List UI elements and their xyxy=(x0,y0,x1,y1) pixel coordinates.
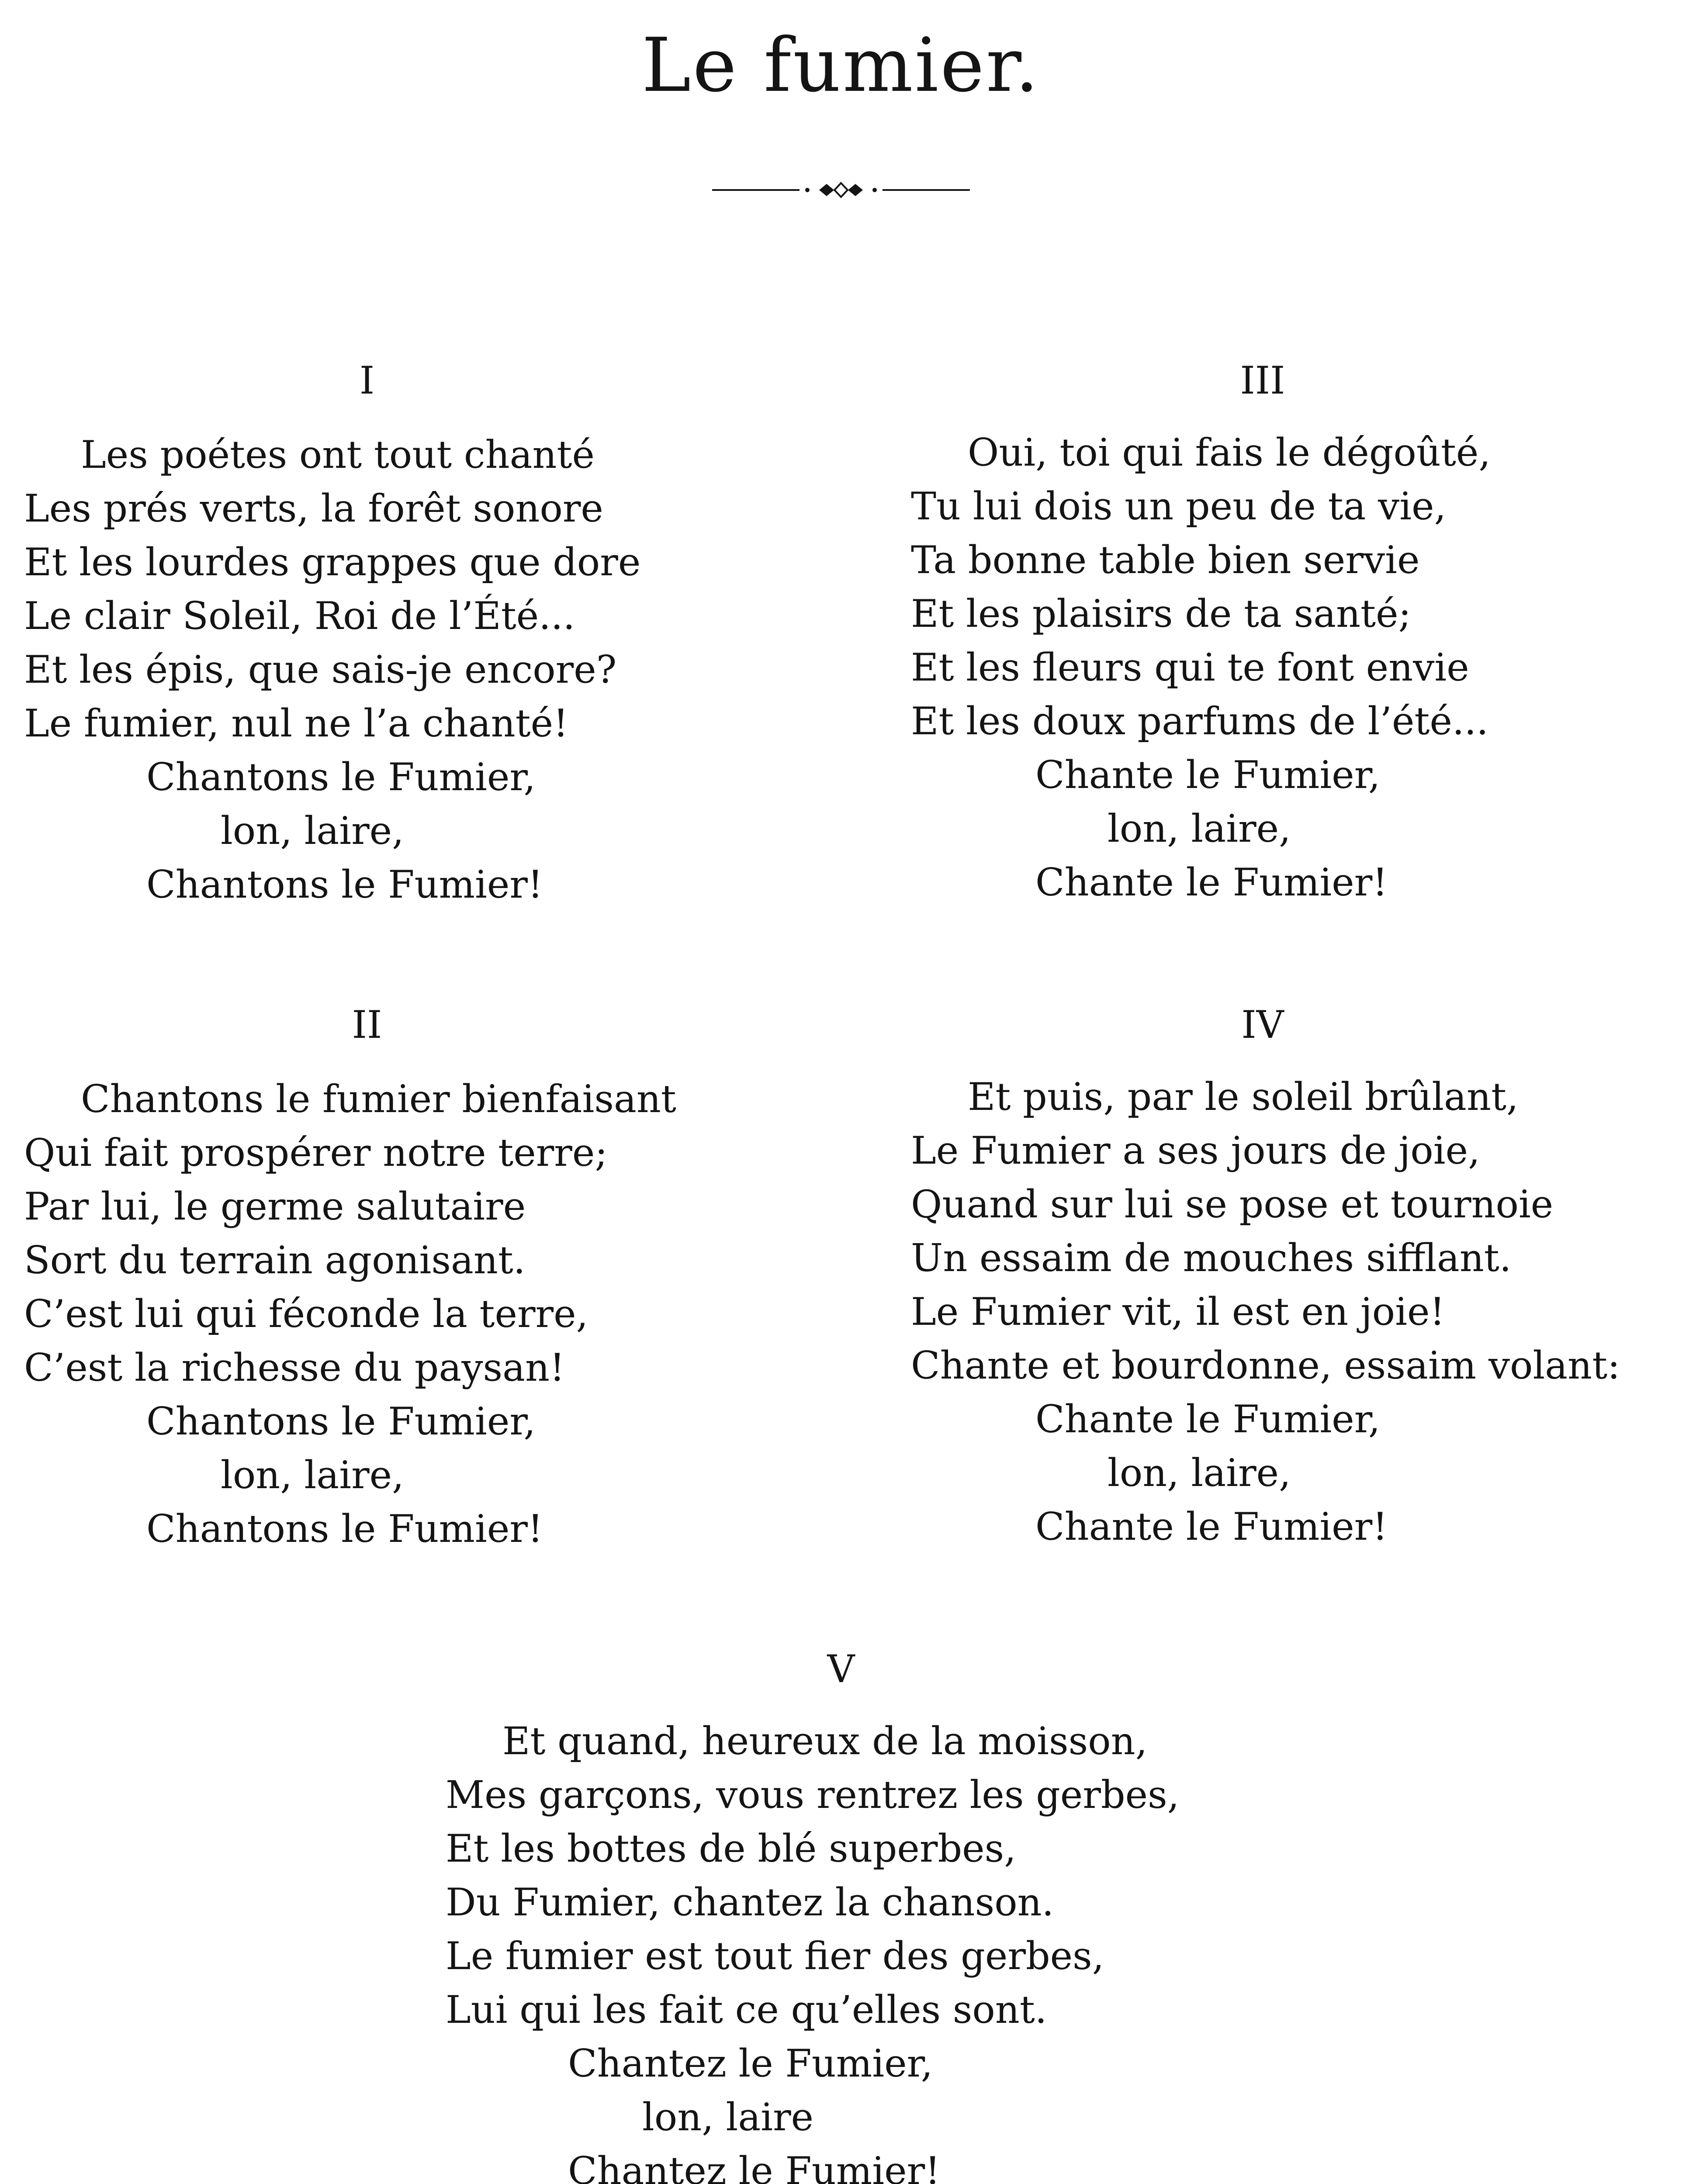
verse-line: Et puis, par le soleil brûlant, xyxy=(968,1075,1519,1119)
verse-line: Et les plaisirs de ta santé; xyxy=(911,591,1411,636)
stanza-numeral: V xyxy=(827,1647,855,1691)
verse-line: Chante et bourdonne, essaim volant: xyxy=(911,1343,1620,1388)
stanza-numeral: II xyxy=(352,1002,382,1047)
verse-line: Et les lourdes grappes que dore xyxy=(24,540,641,584)
verse-line: Sort du terrain agonisant. xyxy=(24,1238,526,1282)
verse-line: Oui, toi qui fais le dégoûté, xyxy=(968,430,1491,475)
verse-line: Chantons le fumier bienfaisant xyxy=(81,1077,676,1121)
verse-line: Et les fleurs qui te font envie xyxy=(911,645,1469,690)
verse-line: Le Fumier vit, il est en joie! xyxy=(911,1289,1445,1334)
refrain-line: Chantons le Fumier! xyxy=(146,862,543,907)
refrain-line: lon, laire, xyxy=(1107,806,1291,851)
verse-line: Le fumier, nul ne l’a chanté! xyxy=(24,701,569,746)
verse-line: Un essaim de mouches sifflant. xyxy=(911,1236,1512,1280)
refrain-line: Chantons le Fumier, xyxy=(146,755,536,799)
verse-line: Mes garçons, vous rentrez les gerbes, xyxy=(446,1773,1180,1817)
stanza-5 xyxy=(446,1714,1179,2184)
refrain-line: Chante le Fumier! xyxy=(1035,860,1388,905)
stanza-3 xyxy=(911,426,1491,909)
verse-line: C’est lui qui féconde la terre, xyxy=(24,1292,588,1336)
stanza-1 xyxy=(24,428,640,912)
refrain-line: Chantons le Fumier, xyxy=(146,1399,536,1444)
verse-line: Tu lui dois un peu de ta vie, xyxy=(911,484,1447,529)
stanza-numeral: III xyxy=(1240,358,1285,403)
page-title: Le fumier. xyxy=(641,22,1041,109)
refrain-line: Chante le Fumier, xyxy=(1035,1397,1381,1441)
refrain-line: lon, laire, xyxy=(221,809,404,853)
stanza-numeral: I xyxy=(359,358,375,403)
verse-line: Quand sur lui se pose et tournoie xyxy=(911,1182,1554,1227)
verse-line: Et les doux parfums de l’été... xyxy=(911,699,1488,743)
refrain-line: Chantez le Fumier! xyxy=(568,2149,941,2184)
refrain-line: Chantons le Fumier! xyxy=(146,1507,543,1551)
verse-line: Et quand, heureux de la moisson, xyxy=(502,1719,1148,1763)
verse-line: Et les épis, que sais-je encore? xyxy=(24,647,617,692)
verse-line: Qui fait prospérer notre terre; xyxy=(24,1130,608,1175)
stanza-4 xyxy=(911,1070,1620,1554)
verse-line: Le clair Soleil, Roi de l’Été... xyxy=(24,594,575,638)
stanza-numeral: IV xyxy=(1241,1002,1284,1047)
verse-line: Les prés verts, la forêt sonore xyxy=(24,486,603,531)
refrain-line: lon, laire, xyxy=(1107,1451,1291,1495)
verse-line: C’est la richesse du paysan! xyxy=(24,1345,565,1390)
ornament-divider-icon xyxy=(712,177,970,203)
verse-line: Du Fumier, chantez la chanson. xyxy=(446,1880,1054,1925)
stanza-2 xyxy=(24,1072,676,1556)
verse-line: Lui qui les fait ce qu’elles sont. xyxy=(446,1987,1047,2032)
refrain-line: lon, laire xyxy=(642,2095,814,2139)
verse-line: Les poétes ont tout chanté xyxy=(81,432,595,477)
refrain-line: lon, laire, xyxy=(221,1453,404,1497)
verse-line: Le fumier est tout fier des gerbes, xyxy=(446,1934,1104,1978)
refrain-line: Chante le Fumier, xyxy=(1035,753,1381,797)
refrain-line: Chante le Fumier! xyxy=(1035,1504,1388,1549)
verse-line: Le Fumier a ses jours de joie, xyxy=(911,1128,1480,1173)
verse-line: Et les bottes de blé superbes, xyxy=(446,1826,1016,1871)
refrain-line: Chantez le Fumier, xyxy=(568,2041,933,2086)
verse-line: Par lui, le germe salutaire xyxy=(24,1184,526,1229)
verse-line: Ta bonne table bien servie xyxy=(911,538,1420,582)
